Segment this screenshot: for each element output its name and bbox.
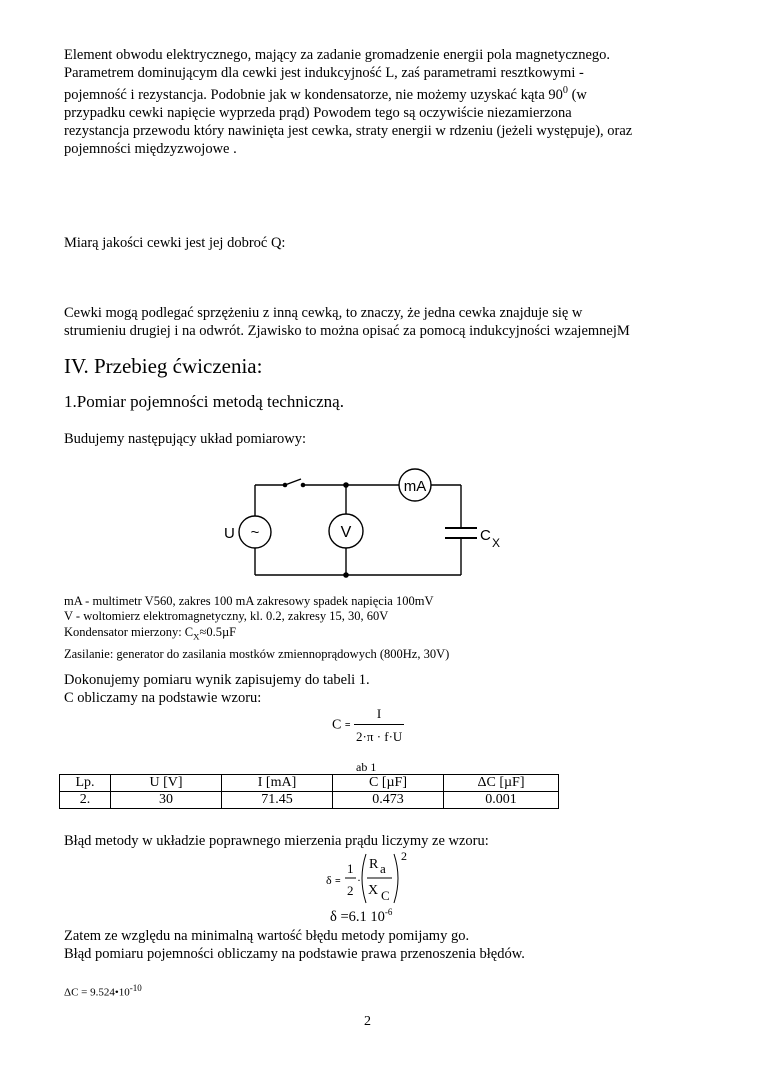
formula2-xc-sub: C [381, 888, 390, 903]
intro-line-5: rezystancja przewodu który nawinięta jest cewka, straty energii w rdzeniu (jeżeli występuje), oraz [64, 122, 633, 139]
th-lp: Lp. [60, 775, 111, 792]
voltmeter-label: V [340, 524, 352, 541]
formula-capacitance [332, 706, 404, 745]
legend-line-4: Zasilanie: generator do zasilania mostków zmiennoprądowych (800Hz, 30V) [64, 646, 450, 661]
intro-line-1: Element obwodu elektrycznego, mający za zadanie gromadzenie energii pola magnetycznego. [64, 47, 611, 63]
results-table [59, 774, 559, 809]
table-caption: ab 1 [356, 760, 377, 774]
legend [64, 594, 449, 662]
formula2-xc: X [368, 883, 379, 898]
node-bottom [343, 572, 349, 578]
td-dc: 0.001 [444, 792, 559, 809]
source-symbol: ~ [250, 524, 260, 541]
degree-sup: 0 [562, 85, 568, 96]
intro-line-2: Parametrem dominującym dla cewki jest indukcyjność L, zaś parametrami resztkowymi - [64, 65, 584, 81]
td-i: 71.45 [222, 792, 333, 809]
td-u: 30 [111, 792, 222, 809]
formula2-ra-sub: a [380, 861, 386, 876]
formula2-ra: R [369, 857, 379, 872]
node-top [343, 482, 349, 488]
formula1-num: I [354, 706, 404, 725]
conclusion-paragraph [64, 927, 525, 963]
th-c: C [µF] [333, 775, 444, 792]
page-number: 2 [364, 1014, 371, 1029]
ammeter-label: mA [403, 478, 427, 495]
legend-line-1: mA - multimetr V560, zakres 100 mA zakresowy spadek napięcia 100mV [64, 594, 434, 608]
legend-line-2: V - woltomierz elektromagnetyczny, kl. 0.2, zakresy 15, 30, 60V [64, 609, 389, 623]
formula2-half-num: 1 [347, 861, 354, 876]
intro-line-4: przypadku cewki napięcie wyprzeda prąd) Powodem tego są oczywiście niezamierzona [64, 104, 572, 121]
build-text: Budujemy następujący układ pomiarowy: [64, 431, 307, 447]
coupling-paragraph [64, 304, 630, 340]
quality-text: Miarą jakości cewki jest jej dobroć Q: [64, 235, 286, 251]
legend-line-3: Kondensator mierzony: $C_X\approx 0.5\mu F$ [64, 625, 237, 642]
formula2-dot: · [357, 873, 361, 887]
capacitor-label: C [480, 527, 491, 544]
formula2-lhs: δ [326, 873, 332, 887]
th-u: U [V] [111, 775, 222, 792]
formula1-eq: = [344, 720, 351, 731]
switch-contact-left [283, 483, 288, 488]
formula1-lhs: C [332, 717, 342, 733]
formula2-paren-right [394, 854, 398, 903]
delta-result: δ =6.1 $10^{-6}$ [330, 907, 393, 925]
th-i: I [mA] [222, 775, 333, 792]
table-row [60, 792, 559, 809]
measure-line-1: Dokonujemy pomiaru wynik zapisujemy do tabeli 1. [64, 672, 370, 688]
td-lp: 2. [60, 792, 111, 809]
formula2-half-den: 2 [347, 883, 354, 898]
capacitor-sub: X [492, 536, 501, 550]
switch-contact-right [301, 483, 306, 488]
circuit-diagram [215, 462, 515, 587]
td-c: 0.473 [333, 792, 444, 809]
formula2-pow: 2 [401, 849, 407, 863]
switch-blade [285, 479, 301, 485]
th-dc: ΔC [µF] [444, 775, 559, 792]
measure-line-2: C obliczamy na podstawie wzoru: [64, 690, 262, 706]
dc-result: $\Delta C = 9.524•10^{-10}$ [64, 983, 142, 999]
subsection-title: 1.Pomiar pojemności metodą techniczną. [64, 392, 344, 411]
coupling-line-1: Cewki mogą podlegać sprzężeniu z inną cewką, to znaczy, że jedna cewka znajduje się w [64, 305, 583, 321]
table-header-row [60, 775, 559, 792]
intro-line-6: pojemności międzyzwojowe . [64, 140, 237, 157]
intro-paragraph [64, 46, 632, 158]
formula2-eq: = [335, 876, 341, 887]
conclusion-line-2: Błąd pomiaru pojemności obliczamy na podstawie prawa przenoszenia błędów. [64, 946, 525, 962]
formula-delta [320, 848, 420, 910]
section-title: IV. Przebieg ćwiczenia: [64, 354, 263, 378]
measure-paragraph [64, 671, 370, 707]
source-label: U [224, 525, 235, 542]
conclusion-line-1: Zatem ze względu na minimalną wartość błędu metody pomijamy go. [64, 928, 470, 944]
error-text: Błąd metody w układzie poprawnego mierzenia prądu liczymy ze wzoru: [64, 833, 489, 849]
formula2-paren-left [362, 854, 366, 903]
formula1-den: 2·π · f·U [356, 729, 403, 744]
intro-line-3: pojemność i rezystancja. Podobnie jak w kondensatorze, nie możemy uzyskać kąta $90^0$ (w [64, 85, 587, 103]
coupling-line-2: strumieniu drugiej i na odwrót. Zjawisko to można opisać za pomocą indukcyjności wzajemnejM [64, 323, 630, 339]
